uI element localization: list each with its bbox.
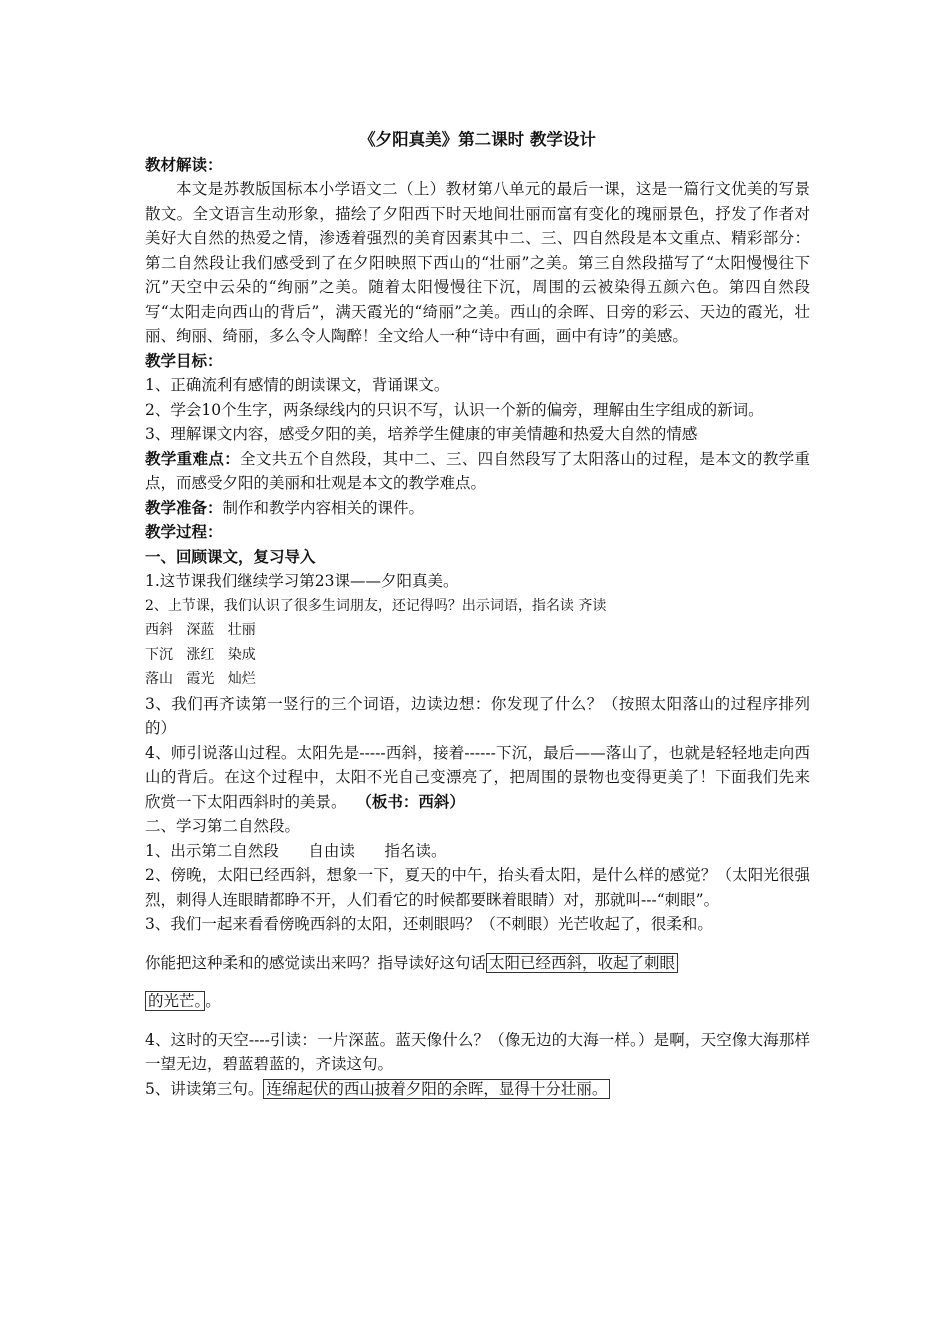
section-heading-goals: 教学目标： [145,350,223,370]
part1-line-text: 4、师引说落山过程。太阳先是-----西斜，接着------下沉，最后——落山了，也就是轻轻地走向西山的背后。在这个过程中，太阳不光自己变漂亮了，把周围的景物也变得更美了！下面我们先来欣赏一下太阳西斜时的美景。 [145,743,810,811]
part1-line: 3、我们再齐读第一竖行的三个词语，边读边想：你发现了什么？（按照太阳落山的过程序排列的） [145,694,810,737]
word-row: 西斜 深蓝 壮丽 [145,622,256,638]
section-heading-keypoints: 教学重难点： [145,448,241,468]
part2-line: 4、这时的天空----引读：一片深蓝。蓝天像什么？（像无边的大海一样。）是啊，天空像大海那样一望无边，碧蓝碧蓝的，齐读这句。 [145,1030,810,1073]
goal-item: 2、学会10个生字，两条绿线内的只识不写，认识一个新的偏旁，理解由生字组成的新词。 [145,400,764,419]
part2-line [145,989,810,1014]
boxed-sentence: 的光芒。 [145,991,205,1011]
part2-line [145,1077,810,1102]
part1-heading: 一、回顾课文，复习导入 [145,546,316,566]
part2-line: 1、出示第二自然段 自由读 指名读。 [145,841,447,860]
spacer [145,937,810,951]
goal-item: 3、理解课文内容，感受夕阳的美，培养学生健康的审美情趣和热爱大自然的情感 [145,425,698,443]
part1-line [145,741,810,815]
section-heading-process: 教学过程： [145,522,223,541]
preparation-paragraph [145,496,810,521]
key-points-text: 全文共五个自然段，其中二、三、四自然段写了太阳落山的过程，是本文的教学重点，而感受夕阳的美丽和壮观是本文的教学难点。 [145,449,810,492]
section-heading-preparation: 教学准备： [145,497,223,517]
part2-line: 3、我们一起来看看傍晚西斜的太阳，还刺眼吗？（不刺眼）光芒收起了，很柔和。 [145,915,713,933]
word-row: 下沉 涨红 染成 [145,646,256,663]
spacer [145,975,810,989]
material-paragraph: 本文是苏教版国标本小学语文二（上）教材第八单元的最后一课，这是一篇行文优美的写景散文。全文语言生动形象，描绘了夕阳西下时天地间壮丽而富有变化的瑰丽景色，抒发了作者对美好大自然的热爱之情，渗透着强烈的美育因素其中二、三、四自然段是本文重点、精彩部分：第二自然段让我们感受到了在夕阳映照下西山的“壮丽”之美。第三自然段描写了“太阳慢慢往下沉”天空中云朵的“绚丽”之美。随着太阳慢慢往下沉，周围的云被染得五颜六色。第四自然段写“太阳走向西山的背后”，满天霞光的“绮丽”之美。西山的余晖、日旁的彩云、天边的霞光，壮丽、绚丽、绮丽，多么令人陶醉！全文给人一种“诗中有画，画中有诗”的美感。 [145,180,810,345]
goal-item: 1、正确流利有感情的朗读课文，背诵课文。 [145,376,450,394]
part2-heading: 二、学习第二自然段。 [145,817,301,835]
board-note: （板书：西斜） [356,791,465,811]
page-title: 《夕阳真美》第二课时 教学设计 [359,130,596,149]
part2-line-text: 。 [205,992,221,1010]
word-row: 落山 霞光 灿烂 [145,671,256,687]
spacer [145,1014,810,1028]
section-heading-material: 教材解读： [145,154,223,174]
part1-line: 2、上节课，我们认识了很多生词朋友，还记得吗？出示词语，指名读 齐读 [145,597,607,614]
part1-line: 1.这节课我们继续学习第23课——夕阳真美。 [145,572,459,590]
part2-line-text: 你能把这种柔和的感觉读出来吗？指导读好这句话 [145,953,487,972]
part2-line [145,951,810,976]
boxed-sentence: 太阳已经西斜，收起了刺眼 [486,953,678,973]
key-points-paragraph [145,447,810,496]
preparation-text: 制作和教学内容相关的课件。 [222,498,425,517]
part2-line-text: 5、讲读第三句。 [145,1079,264,1098]
boxed-sentence: 连绵起伏的西山披着夕阳的余晖，显得十分壮丽。 [263,1079,610,1099]
part2-line: 2、傍晚，太阳已经西斜，想象一下，夏天的中午，抬头看太阳，是什么样的感觉？（太阳光很强烈，刺得人连眼睛都睁不开，人们看它的时候都要眯着眼睛）对，那就叫---“刺眼”。 [145,866,810,909]
document-body [145,128,810,1101]
